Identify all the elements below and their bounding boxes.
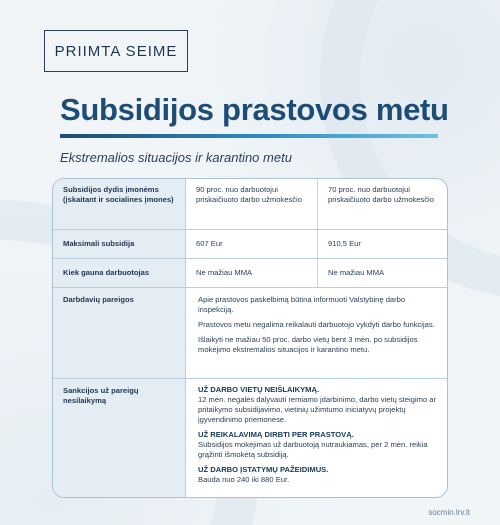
table-row-obligations — [53, 288, 447, 379]
row-label: Maksimali subsidija — [53, 230, 186, 258]
table-row-sanctions — [53, 379, 447, 498]
page-title: Subsidijos prastovos metu — [60, 92, 449, 127]
sanction-text: Bauda nuo 240 iki 880 Eur. — [198, 475, 290, 484]
sanction-text: Subsidijos mokėjimas už darbuotoją nutraukiamas, per 2 mėn. reikia grąžinti išmokėtą subsidiją. — [198, 440, 428, 459]
cell-employee-gets-90: Ne mažiau MMA — [186, 259, 318, 287]
table-row-subsidy-size — [53, 179, 447, 230]
title-underline — [60, 134, 438, 138]
cell-max-subsidy-90: 607 Eur — [186, 230, 318, 258]
row-label: Subsidijos dydis įmonėms (įskaitant ir socialines įmones) — [53, 179, 186, 229]
row-label: Kiek gauna darbuotojas — [53, 259, 186, 287]
sanction-text: 12 mėn. negalės dalyvauti remiamo įdarbinimo, darbo vietų steigimo ar pritaikymo subsidijavimo, vietinių užimtumo iniciatyvų projektų įgyvendinimo priemonėse. — [198, 395, 437, 424]
row-label: Darbdavių pareigos — [53, 288, 186, 378]
sanction-heading: UŽ DARBO ĮSTATYMŲ PAŽEIDIMUS. — [198, 465, 329, 474]
adopted-badge: PRIIMTA SEIME — [44, 30, 188, 72]
obligation-paragraph: Prastovos metu negalima reikalauti darbuotojo vykdyti darbo funkcijas. — [198, 320, 435, 329]
table-row-employee-gets — [53, 259, 447, 288]
row-label: Sankcijos už pareigų nesilaikymą — [53, 379, 186, 498]
source-url: socmin.lrv.lt — [428, 508, 470, 517]
sanction-item — [198, 430, 441, 460]
cell-max-subsidy-70: 910,5 Eur — [328, 239, 361, 248]
sanction-item — [198, 465, 441, 485]
obligations-content — [186, 288, 447, 378]
subsidy-table — [52, 178, 448, 498]
cell-70-percent: 70 proc. nuo darbuotojui priskaičiuoto darbo užmokesčio — [328, 185, 434, 204]
page-subtitle: Ekstremalios situacijos ir karantino metu — [60, 150, 292, 165]
sanction-item — [198, 385, 441, 425]
sanction-heading: UŽ DARBO VIETŲ NEIŠLAIKYMĄ. — [198, 385, 320, 394]
cell-employee-gets-70: Ne mažiau MMA — [328, 268, 385, 277]
cell-90-percent: 90 proc. nuo darbuotojui priskaičiuoto darbo užmokesčio — [186, 179, 318, 229]
table-row-max-subsidy — [53, 230, 447, 259]
obligation-paragraph: Išlaikyti ne mažiau 50 proc. darbo vietų bent 3 mėn. po subsidijos mokėjimo ekstremalios situacijos ir karantino metu. — [198, 335, 418, 354]
sanctions-content — [186, 379, 447, 498]
sanction-heading: UŽ REIKALAVIMĄ DIRBTI PER PRASTOVĄ. — [198, 430, 354, 439]
obligation-paragraph: Apie prastovos paskelbimą būtina informuoti Valstybinę darbo inspekciją. — [198, 295, 406, 314]
